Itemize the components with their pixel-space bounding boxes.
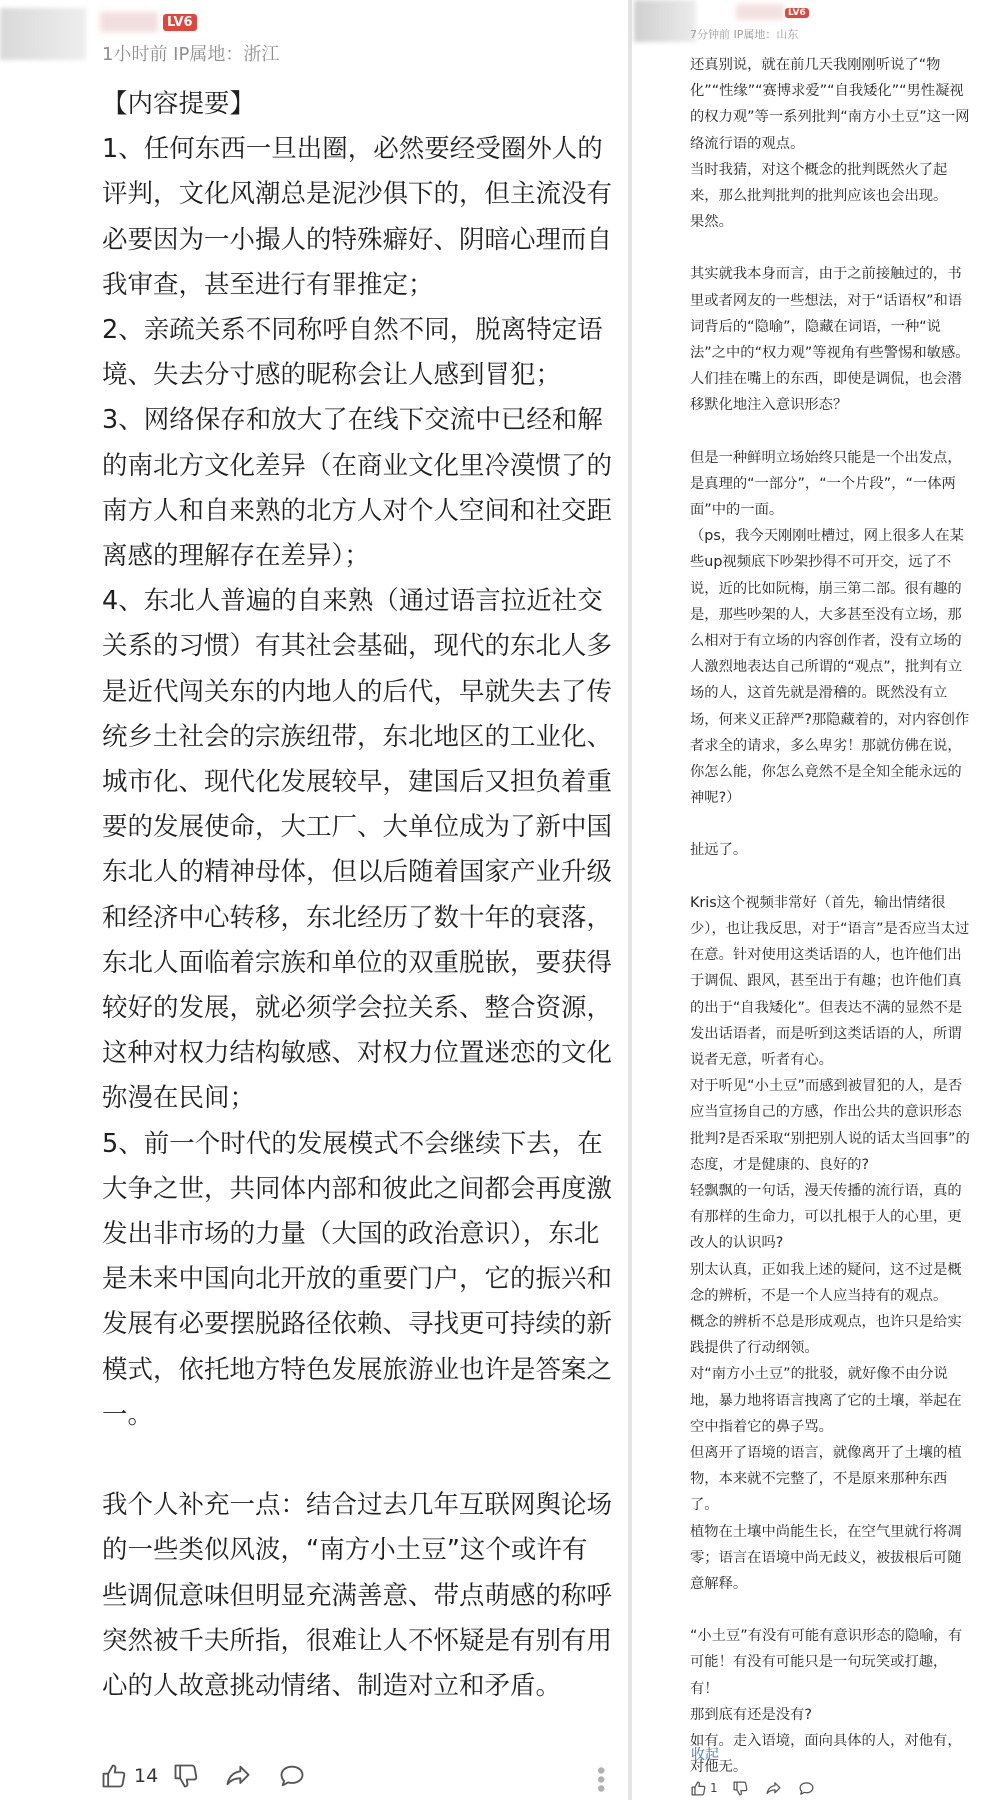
comment-paragraph: 3、网络保存和放大了在线下交流中已经和解的南北方文化差异（在商业文化里冷漠惯了的南方人和自来熟的北方人对个人空间和社交距离感的理解存在差异）； [102, 405, 613, 572]
like-button[interactable] [100, 1760, 158, 1792]
share-icon [224, 1762, 252, 1790]
comment-paragraph: 果然。 [690, 214, 733, 231]
comment-paragraph: 轻飘飘的一句话，漫天传播的流行语，真的有那样的生命力，可以扎根于人的心里，更改人的认识吗? [690, 1182, 962, 1252]
share-button[interactable] [224, 1760, 252, 1792]
comment-paragraph: Kris这个视频非常好（首先，输出情绪很少），也让我反思，对于“语言”是否应当太过在意。针对使用这类话语的人，也许他们出于调侃、跟风，甚至出于有趣；也许他们真的出于“自我矮化”。但表达不满的显然不是发出话语者，而是听到这类话语的人，所谓说者无意，听者有心。 [690, 894, 970, 1068]
comment-paragraph: 5、前一个时代的发展模式不会继续下去，在大争之世，共同体内部和彼此之间都会再度激发出非市场的力量（大国的政治意识），东北是未来中国向北开放的重要门户，它的振兴和发展有必要摆脱路径依赖、寻找更可持续的新模式，依托地方特色发展旅游业也许是答案之一。 [102, 1128, 613, 1430]
comment-paragraph: 其实就我本身而言，由于之前接触过的，书里或者网友的一些想法，对于“话语权”和语词背后的“隐喻”，隐藏在词语，一种“说法”之中的“权力观”等视角有些警惕和敏感。 [690, 266, 970, 362]
comment-paragraph: 植物在土壤中尚能生长，在空气里就行将凋零；语言在语境中尚无歧义，被拔根后可随意解释。 [690, 1523, 962, 1592]
dislike-button[interactable] [172, 1760, 200, 1792]
dislike-button[interactable] [732, 1778, 749, 1798]
comment-meta: 7分钟前 IP属地：山东 [690, 28, 799, 41]
comment-paragraph: 1、任何东西一旦出圈，必然要经受圈外人的评判，文化风潮总是泥沙俱下的，但主流没有必要因为一小撮人的特殊癖好、阴暗心理而自我审查，甚至进行有罪推定； [102, 134, 613, 300]
comment-body [690, 52, 975, 1780]
like-button[interactable] [690, 1778, 718, 1798]
comment-paragraph: 人们挂在嘴上的东西，即使是调侃，也会潜移默化地注入意识形态？ [690, 371, 962, 414]
comment-meta: 1小时前 IP属地：浙江 [102, 44, 280, 65]
comment-bubble-icon [798, 1780, 815, 1797]
share-button[interactable] [765, 1778, 782, 1798]
comment-paragraph: 4、东北人普遍的自来熟（通过语言拉近社交关系的习惯）有其社会基础，现代的东北人多是近代闯关东的内地人的后代，早就失去了传统乡土社会的宗族纽带，东北地区的工业化、城市化、现代化发展较早，建国后又担负着重要的发展使命，大工厂、大单位成为了新中国东北人的精神母体，但以后随着国家产业升级和经济中心转移，东北经历了数十年的衰落，东北人面临着宗族和单位的双重脱嵌，要获得较好的发展，就必须学会拉关系、整合资源，这种对权力结构敏感、对权力位置迷恋的文化弥漫在民间； [102, 586, 613, 1114]
avatar[interactable] [0, 8, 86, 60]
comment-actions [100, 1760, 620, 1792]
collapse-link[interactable]: 收起 [691, 1747, 719, 1763]
paragraph-gap [690, 1597, 975, 1623]
thumbs-up-icon [690, 1780, 707, 1797]
comment-paragraph: 如有。走入语境，面向具体的人，对他有，对他无。 [690, 1732, 962, 1776]
paragraph-gap [690, 235, 975, 261]
username-blurred[interactable] [100, 12, 158, 32]
paragraph-gap [102, 1438, 612, 1483]
comment-paragraph: 2、亲疏关系不同称呼自然不同，脱离特定语境、失去分寸感的昵称会让人感到冒犯； [102, 315, 603, 391]
more-options-icon[interactable]: ••• [587, 1764, 612, 1791]
reply-button[interactable] [278, 1760, 306, 1792]
comment-paragraph: 对“南方小土豆”的批驳，就好像不由分说地，暴力地将语言拽离了它的土壤，举起在空中指着它的鼻子骂。 [690, 1366, 962, 1435]
like-count: 14 [134, 1765, 159, 1787]
comment-paragraph: 当时我猜，对这个概念的批判既然火了起来，那么批判批判的批判应该也会出现。 [690, 161, 948, 205]
comment-paragraph: 但是一种鲜明立场始终只能是一个出发点，是真理的“一部分”，“一个片段”，“一体两面”中的一面。 [690, 449, 962, 519]
comment-paragraph: 我个人补充一点：结合过去几年互联网舆论场的一些类似风波，“南方小土豆”这个或许有些调侃意味但明显充满善意、带点萌感的称呼突然被千夫所指，很难让人不怀疑是有别有用心的人故意挑动情绪、制造对立和矛盾。 [102, 1490, 613, 1701]
paragraph-gap [690, 419, 975, 445]
avatar[interactable] [634, 0, 696, 42]
thumbs-down-icon [732, 1780, 749, 1797]
comment-actions [690, 1778, 980, 1798]
level-badge: LV6 [785, 8, 809, 18]
share-icon [765, 1780, 782, 1797]
paragraph-gap [690, 864, 975, 890]
username-blurred[interactable] [736, 4, 784, 20]
comment-paragraph: 别太认真，正如我上述的疑问，这不过是概念的辨析，不是一个人应当持有的观点。 [690, 1261, 962, 1304]
like-count: 1 [710, 1781, 718, 1795]
reply-button[interactable] [798, 1778, 815, 1798]
comment-paragraph: 【内容提要】 [102, 89, 256, 119]
comment-paragraph: 对于听见“小土豆”而感到被冒犯的人，是否应当宣扬自己的方感，作出公共的意识形态批判?是否采取“别把别人说的话太当回事”的态度，才是健康的、良好的? [690, 1078, 970, 1173]
comment-paragraph: 还真别说，就在前几天我刚刚听说了“物化”“性缘”“赛博求爱”“自我矮化”“男性凝视的权力观”等一系列批判“南方小土豆”这一网络流行语的观点。 [690, 57, 970, 152]
comment-paragraph: “小土豆”有没有可能有意识形态的隐喻，有可能！有没有可能只是一句玩笑或打趣，有！ [690, 1628, 963, 1697]
comment-paragraph: （ps，我今天刚刚吐槽过，网上很多人在某些up视频底下吵架抄得不可开交，远了不说，近的比如阮梅，崩三第二部。很有趣的是，那些吵架的人，大多甚至没有立场，那么相对于有立场的内容创作者，没有立场的人激烈地表达自己所谓的“观点”，批判有立场的人，这首先就是滑稽的。既然没有立场，何来义正辞严?那隐藏着的，对内容创作者求全的请求，多么卑劣！那就仿佛在说，你怎么能，你怎么竟然不是全知全能永远的神呢?） [690, 528, 970, 807]
comment-paragraph: 扯远了。 [690, 842, 748, 859]
comment-paragraph: 那到底有还是没有? [690, 1706, 812, 1723]
comment-paragraph: 但离开了语境的语言，就像离开了土壤的植物，本来就不完整了，不是原来那种东西了。 [690, 1444, 962, 1514]
comment-bubble-icon [278, 1762, 306, 1790]
comment-paragraph: 概念的辨析不总是形成观点，也许只是给实践提供了行动纲领。 [690, 1313, 962, 1357]
level-badge: LV6 [163, 14, 197, 31]
comment-body [102, 82, 612, 1709]
thumbs-down-icon [172, 1762, 200, 1790]
paragraph-gap [690, 811, 975, 837]
thumbs-up-icon [100, 1762, 128, 1790]
